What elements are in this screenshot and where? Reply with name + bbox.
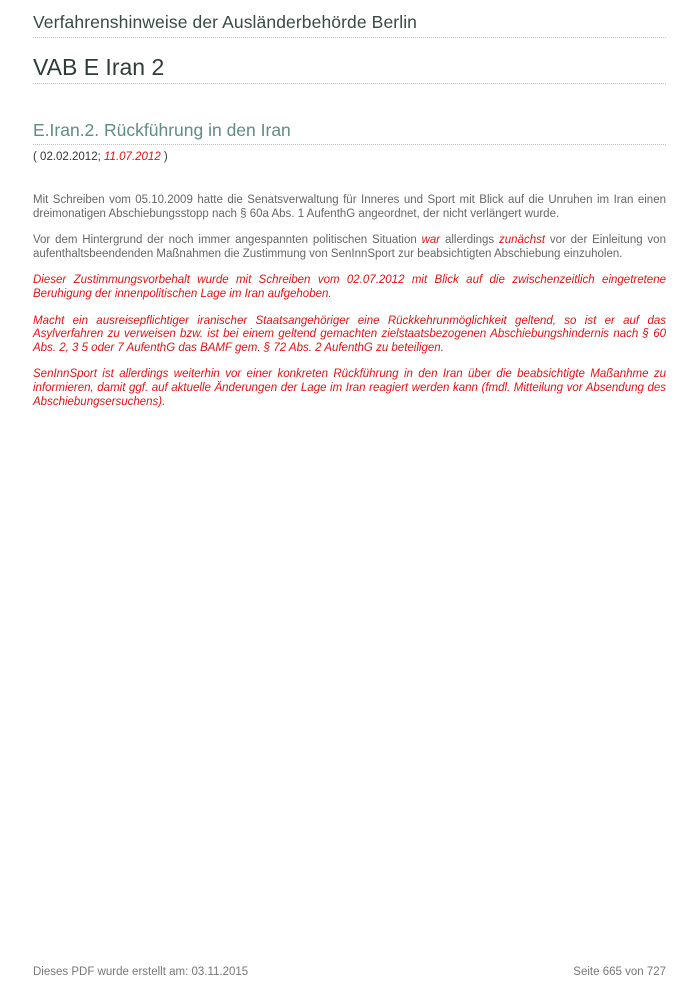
section-divider [33, 144, 666, 145]
title-divider [33, 83, 666, 84]
document-title: VAB E Iran 2 [33, 54, 165, 80]
highlight-war: war [421, 234, 441, 247]
footer-created-date: Dieses PDF wurde erstellt am: 03.11.2015 [33, 966, 249, 978]
paragraph-zustimmung [33, 234, 666, 261]
highlight-zunaechst: zunächst [499, 234, 546, 247]
dates-open-paren: ( [33, 151, 37, 163]
paragraph-rueckkehrunmoeglichkeit: Macht ein ausreisepflichtiger iranischer Staatsangehöriger eine Rückkehrunmöglichkeit geltend, so ist er auf das Asylverfahren zu verweisen bzw. ist bei einem geltend gemachten zielstaatsbezogenen Abschiebungshindernis nach § 60 Abs. 2, 3 5 oder 7 AufenthG das BAMF gem. § 72 Abs. 2 AufenthG zu beteiligen. [33, 314, 666, 354]
paragraph-vorbehalt-aufgehoben: Dieser Zustimmungsvorbehalt wurde mit Schreiben vom 02.07.2012 mit Blick auf die zwischenzeitlich eingetretene Beruhigung der innenpolitischen Lage im Iran aufgehoben. [33, 274, 666, 300]
paragraph-text: vor der Einleitung von aufenthaltsbeendenden Maßnahmen die Zustimmung von SenInnSport zur beabsichtigten Abschiebung einzuholen. [33, 234, 666, 260]
date-original: 02.02.2012; [40, 151, 101, 163]
section-dates [33, 151, 168, 163]
footer-page-number: Seite 665 von 727 [573, 966, 666, 978]
dates-close-paren: ) [163, 151, 168, 163]
header-divider [33, 37, 666, 38]
header-title: Verfahrenshinweise der Ausländerbehörde Berlin [33, 12, 418, 32]
paragraph-text: Vor dem Hintergrund der noch immer angespannten politischen Situation [33, 234, 422, 247]
document-body [33, 194, 666, 422]
paragraph-text: allerdings [440, 234, 500, 247]
section-heading: E.Iran.2. Rückführung in den Iran [33, 120, 291, 140]
paragraph-abschiebungsstopp: Mit Schreiben vom 05.10.2009 hatte die Senatsverwaltung für Inneres und Sport mit Blick auf die Unruhen im Iran einen dreimonatigen Abschiebungsstopp nach § 60a Abs. 1 AufenthG angeordnet, der nicht verlängert wurde. [33, 194, 666, 220]
paragraph-informationspflicht: SenInnSport ist allerdings weiterhin vor einer konkreten Rückführung in den Iran über die beabsichtigte Maßanhme zu informieren, damit ggf. auf aktuelle Änderungen der Lage im Iran reagiert werden kann (fmdl. Mitteilung vor Absendung des Abschiebungsersuchens). [33, 368, 666, 408]
date-amended: 11.07.2012 [104, 151, 161, 163]
